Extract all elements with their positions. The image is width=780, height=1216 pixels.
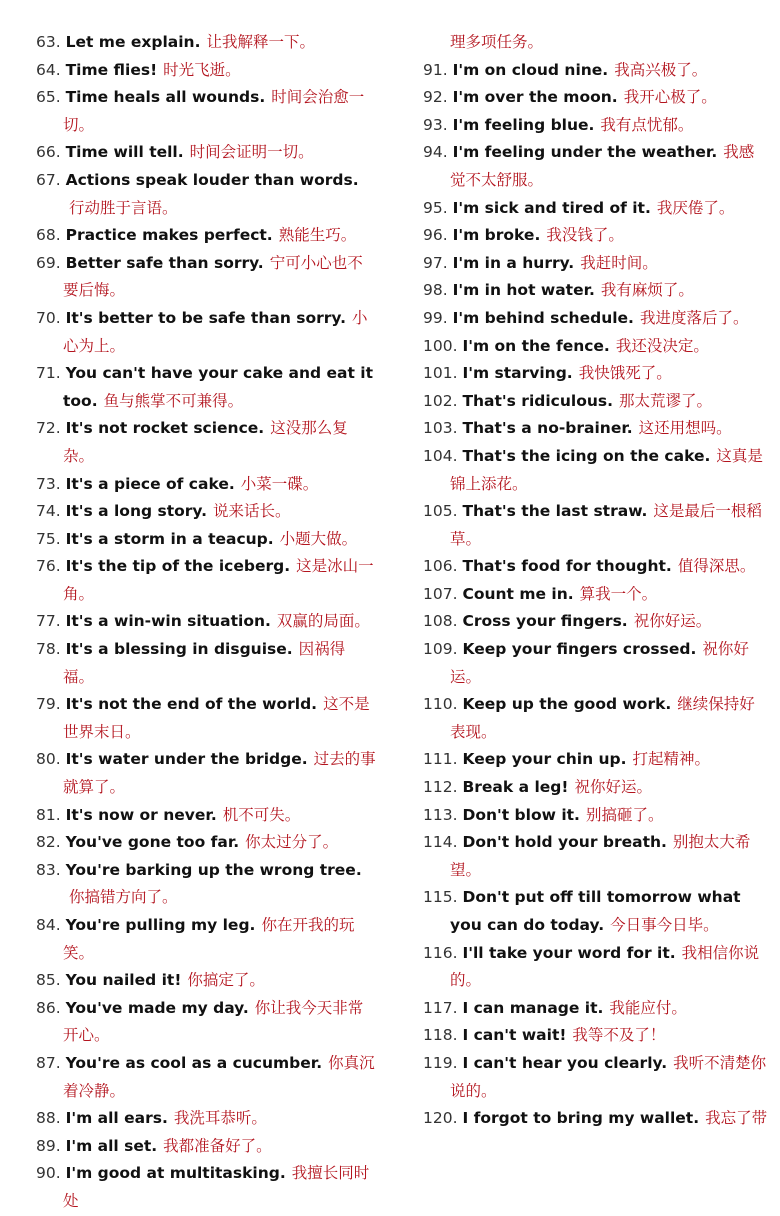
phrase-chinese: 你搞定了。: [187, 971, 265, 990]
left-column: [36, 29, 376, 1216]
phrase-item: [36, 84, 376, 139]
phrase-number: 87.: [36, 1053, 61, 1072]
phrase-number: 113.: [423, 805, 458, 824]
phrase-chinese: 时间会治愈一切。: [63, 88, 365, 134]
phrase-number: 68.: [36, 226, 61, 245]
phrase-item: [423, 84, 768, 112]
phrase-english: I'm in a hurry.: [452, 253, 575, 272]
phrase-chinese: 这是最后一根稻草。: [450, 502, 762, 548]
phrase-english: Actions speak louder than words.: [65, 170, 359, 189]
phrase-number: 72.: [36, 419, 61, 438]
phrase-chinese: 我高兴极了。: [614, 60, 708, 79]
phrase-english: Keep your fingers crossed.: [462, 640, 697, 659]
phrase-number: 110.: [423, 695, 458, 714]
phrase-number: 120.: [423, 1109, 458, 1128]
phrase-chinese: 时光飞逝。: [163, 60, 241, 79]
phrase-chinese: 行动胜于言语。: [69, 198, 178, 217]
phrase-chinese: 机不可失。: [222, 805, 301, 824]
phrase-number: 65.: [36, 88, 61, 107]
phrase-chinese: 我感觉不太舒服。: [450, 143, 755, 189]
phrase-number: 119.: [423, 1053, 458, 1072]
phrase-item: [423, 195, 768, 223]
phrase-number: 117.: [423, 998, 458, 1017]
phrase-number: 66.: [36, 143, 61, 162]
phrase-chinese: 你太过分了。: [245, 833, 339, 852]
phrase-number: 67.: [36, 170, 61, 189]
phrase-chinese: 小菜一碟。: [240, 474, 319, 493]
phrase-number: 69.: [36, 253, 61, 272]
phrase-item: [423, 995, 768, 1023]
phrase-english: Practice makes perfect.: [65, 226, 273, 245]
phrase-chinese: 我都准备好了。: [163, 1136, 272, 1155]
phrase-item: [423, 884, 768, 939]
phrase-number: 112.: [423, 778, 458, 797]
phrase-item: [423, 774, 768, 802]
phrase-item: [423, 691, 768, 746]
phrase-english: I'm broke.: [452, 226, 541, 245]
phrase-english: It's a storm in a teacup.: [65, 529, 274, 548]
phrase-chinese: 这没那么复杂。: [63, 419, 348, 465]
phrase-english: It's a piece of cake.: [65, 474, 235, 493]
phrase-english: It's now or never.: [65, 805, 217, 824]
phrase-number: 105.: [423, 502, 458, 521]
phrase-number: 70.: [36, 308, 61, 327]
phrase-chinese: 因祸得福。: [63, 640, 346, 686]
phrase-item: [36, 802, 376, 830]
phrase-english: It's the tip of the iceberg.: [65, 557, 291, 576]
phrase-chinese: 时间会证明一切。: [189, 143, 314, 162]
phrase-number: 115.: [423, 888, 458, 907]
phrase-english: I'm all ears.: [65, 1109, 168, 1128]
phrase-item: [36, 1050, 376, 1105]
phrase-number: 116.: [423, 943, 458, 962]
phrase-number: 102.: [423, 391, 458, 410]
phrase-chinese: 你搞错方向了。: [69, 888, 178, 907]
phrase-chinese: 别搞砸了。: [585, 805, 664, 824]
phrase-chinese: 我厌倦了。: [656, 198, 735, 217]
phrase-number: 94.: [423, 143, 448, 162]
phrase-item: [423, 112, 768, 140]
phrase-item: [36, 1160, 376, 1215]
phrase-number: 86.: [36, 998, 61, 1017]
phrase-item: [36, 167, 376, 222]
phrase-number: 76.: [36, 557, 61, 576]
phrase-chinese: 鱼与熊掌不可兼得。: [103, 391, 244, 410]
phrase-item: [423, 388, 768, 416]
phrase-chinese: 继续保持好表现。: [450, 695, 755, 741]
phrase-english: Don't put off till tomorrow what you can do today.: [450, 888, 741, 934]
phrase-number: 77.: [36, 612, 61, 631]
phrase-chinese: 我擅长同时处: [63, 1164, 370, 1210]
phrase-number: 83.: [36, 860, 61, 879]
phrase-number: 111.: [423, 750, 458, 769]
phrase-english: That's a no-brainer.: [462, 419, 633, 438]
phrase-number: 100.: [423, 336, 458, 355]
phrase-number: 82.: [36, 833, 61, 852]
phrase-english: You've made my day.: [65, 998, 249, 1017]
phrase-number: 107.: [423, 584, 458, 603]
phrase-item: [36, 360, 376, 415]
phrase-number: 109.: [423, 640, 458, 659]
phrase-english: Better safe than sorry.: [65, 253, 264, 272]
phrase-english: That's the last straw.: [462, 502, 648, 521]
phrase-item: [36, 636, 376, 691]
phrase-chinese: 我等不及了！: [572, 1026, 666, 1045]
phrase-chinese: 算我一个。: [579, 584, 658, 603]
phrase-english: That's food for thought.: [462, 557, 672, 576]
phrase-chinese: 祝你好运。: [633, 612, 712, 631]
phrase-number: 106.: [423, 557, 458, 576]
phrase-english: I can manage it.: [462, 998, 604, 1017]
phrase-english: You're pulling my leg.: [65, 916, 256, 934]
phrase-item: [36, 967, 376, 995]
phrase-chinese: 双赢的局面。: [276, 612, 370, 631]
phrase-english: Keep up the good work.: [462, 695, 672, 714]
phrase-item: [423, 139, 768, 194]
phrase-item: [36, 608, 376, 636]
phrase-chinese: 我能应付。: [609, 998, 687, 1017]
phrase-item: [423, 746, 768, 774]
phrase-english: You're barking up the wrong tree.: [65, 860, 362, 879]
phrase-item: [423, 222, 768, 250]
phrase-chinese: 你让我今天非常开心。: [63, 998, 364, 1045]
phrase-english: You've gone too far.: [65, 833, 240, 852]
phrase-chinese: 我开心极了。: [623, 88, 717, 107]
phrase-english: That's the icing on the cake.: [462, 446, 711, 465]
phrase-chinese: 打起精神。: [632, 750, 711, 769]
phrase-number: 84.: [36, 916, 61, 934]
phrase-number: 79.: [36, 695, 61, 714]
phrase-item: [423, 1050, 768, 1105]
phrase-item: [423, 305, 768, 333]
phrase-item: [423, 829, 768, 884]
phrase-item: [36, 691, 376, 746]
phrase-chinese: 我还没决定。: [615, 336, 709, 355]
phrase-english: I forgot to bring my wallet.: [462, 1109, 700, 1128]
phrase-item: [36, 415, 376, 470]
phrase-english: It's not rocket science.: [65, 419, 265, 438]
phrase-number: 89.: [36, 1136, 61, 1155]
phrase-english: That's ridiculous.: [462, 391, 613, 410]
phrase-chinese: 宁可小心也不要后悔。: [63, 253, 363, 300]
phrase-number: 99.: [423, 308, 448, 327]
continuation-text: 理多项任务。: [450, 33, 544, 51]
phrase-english: I'm behind schedule.: [452, 308, 634, 327]
phrase-english: You can't have your cake and eat it too.: [63, 364, 373, 410]
phrase-item: [423, 802, 768, 830]
phrase-english: I'm on cloud nine.: [452, 60, 609, 79]
phrase-english: I'm on the fence.: [462, 336, 610, 355]
phrase-number: 95.: [423, 198, 448, 217]
phrase-item: [36, 746, 376, 801]
phrase-english: I'm starving.: [462, 364, 573, 383]
phrase-english: I'm all set.: [65, 1136, 158, 1155]
phrase-chinese: 今日事今日毕。: [610, 916, 719, 934]
phrase-chinese: 这还用想吗。: [638, 419, 732, 438]
phrase-chinese: 祝你好运。: [574, 778, 652, 797]
phrase-item: [36, 29, 376, 57]
phrase-number: 108.: [423, 612, 458, 631]
phrase-number: 85.: [36, 971, 61, 990]
phrase-chinese: 这是冰山一角。: [63, 557, 374, 603]
phrase-english: Don't hold your breath.: [462, 833, 667, 852]
phrase-english: Time flies!: [65, 60, 158, 79]
phrase-number: 90.: [36, 1164, 61, 1183]
phrase-chinese: 你在开我的玩笑。: [63, 916, 355, 962]
phrase-item: [36, 471, 376, 499]
phrase-chinese: 我洗耳恭听。: [173, 1109, 267, 1128]
phrase-english: Time will tell.: [65, 143, 184, 162]
phrase-number: 63.: [36, 33, 61, 51]
phrase-english: I'm good at multitasking.: [65, 1164, 286, 1183]
phrase-item: [423, 415, 768, 443]
phrase-english: It's a long story.: [65, 502, 207, 521]
phrase-chinese: 我有麻烦了。: [600, 281, 694, 300]
phrase-english: It's water under the bridge.: [65, 750, 308, 769]
phrase-number: 81.: [36, 805, 61, 824]
phrase-list-left: [36, 29, 376, 1216]
phrase-english: Count me in.: [462, 584, 574, 603]
phrase-item: [423, 940, 768, 995]
phrase-item: [36, 526, 376, 554]
phrase-chinese: 我赶时间。: [580, 253, 658, 272]
phrase-chinese: 我没钱了。: [546, 226, 624, 245]
phrase-chinese: 我进度落后了。: [639, 308, 749, 327]
phrase-item: [36, 139, 376, 167]
phrase-item: [423, 360, 768, 388]
phrase-item: [423, 553, 768, 581]
phrase-chinese: 我相信你说的。: [450, 943, 760, 990]
phrase-chinese: 小题大做。: [279, 529, 358, 548]
phrase-number: 93.: [423, 115, 448, 134]
phrase-chinese: 我快饿死了。: [578, 364, 672, 383]
phrase-english: It's a win-win situation.: [65, 612, 271, 631]
phrase-item: [423, 581, 768, 609]
phrase-chinese: 那太荒谬了。: [619, 391, 713, 410]
phrase-english: You're as cool as a cucumber.: [65, 1053, 323, 1072]
phrase-chinese: 祝你好运。: [450, 640, 749, 686]
phrase-item: [423, 498, 768, 553]
phrase-number: 80.: [36, 750, 61, 769]
phrase-english: I'll take your word for it.: [462, 943, 676, 962]
phrase-item: [423, 250, 768, 278]
phrase-number: 101.: [423, 364, 458, 383]
phrase-item: [423, 636, 768, 691]
phrase-number: 118.: [423, 1026, 458, 1045]
phrase-item: [36, 553, 376, 608]
phrase-list-right: [423, 57, 768, 1133]
phrase-number: 92.: [423, 88, 448, 107]
phrase-item: [36, 250, 376, 305]
phrase-chinese: 别抱太大希望。: [450, 833, 751, 879]
phrase-number: 73.: [36, 474, 61, 493]
phrase-item: [36, 857, 376, 912]
phrase-chinese: 我忘了带: [705, 1109, 768, 1128]
phrase-number: 91.: [423, 60, 448, 79]
phrase-chinese: 这不是世界末日。: [63, 695, 370, 741]
phrase-item: [423, 277, 768, 305]
phrase-english: I'm feeling blue.: [452, 115, 595, 134]
phrase-item: [36, 912, 376, 967]
phrase-number: 71.: [36, 364, 61, 383]
phrase-number: 88.: [36, 1109, 61, 1128]
phrase-english: I can't wait!: [462, 1026, 567, 1045]
phrase-english: Cross your fingers.: [462, 612, 628, 631]
phrase-number: 64.: [36, 60, 61, 79]
phrase-item: [36, 222, 376, 250]
phrase-english: You nailed it!: [65, 971, 182, 990]
phrase-chinese: 熟能生巧。: [278, 226, 357, 245]
phrase-english: I'm over the moon.: [452, 88, 618, 107]
phrase-chinese: 这真是锦上添花。: [450, 446, 763, 493]
phrase-chinese: 让我解释一下。: [206, 33, 315, 51]
phrase-chinese: 过去的事就算了。: [63, 750, 376, 797]
phrase-item: [36, 829, 376, 857]
phrase-english: I can't hear you clearly.: [462, 1053, 668, 1072]
phrase-item: [36, 995, 376, 1050]
phrase-item: [423, 1105, 768, 1133]
phrase-number: 97.: [423, 253, 448, 272]
right-column: [423, 29, 768, 1133]
phrase-number: 114.: [423, 833, 458, 852]
phrase-chinese: 我听不清楚你说的。: [450, 1053, 767, 1100]
phrase-english: I'm feeling under the weather.: [452, 143, 718, 162]
phrase-number: 104.: [423, 446, 458, 465]
phrase-chinese: 我有点忧郁。: [600, 115, 694, 134]
phrase-english: Break a leg!: [462, 778, 569, 797]
phrase-item: [423, 443, 768, 498]
phrase-number: 96.: [423, 226, 448, 245]
phrase-english: I'm in hot water.: [452, 281, 595, 300]
phrase-english: Don't blow it.: [462, 805, 580, 824]
phrase-english: I'm sick and tired of it.: [452, 198, 651, 217]
phrase-chinese: 值得深思。: [677, 557, 756, 576]
phrase-english: It's not the end of the world.: [65, 695, 318, 714]
phrase-english: Keep your chin up.: [462, 750, 627, 769]
phrase-number: 98.: [423, 281, 448, 300]
phrase-item: [36, 305, 376, 360]
phrase-chinese: 小心为上。: [63, 308, 368, 355]
phrase-item: [36, 57, 376, 85]
phrase-number: 103.: [423, 419, 458, 438]
phrase-english: Let me explain.: [65, 33, 201, 51]
phrase-english: Time heals all wounds.: [65, 88, 266, 107]
phrase-chinese: 说来话长。: [212, 502, 291, 521]
phrase-number: 74.: [36, 502, 61, 521]
phrase-number: 78.: [36, 640, 61, 659]
phrase-item: [36, 498, 376, 526]
phrase-item: [423, 333, 768, 361]
phrase-english: It's better to be safe than sorry.: [65, 308, 346, 327]
phrase-chinese: 你真沉着冷静。: [63, 1053, 375, 1100]
phrase-item: [36, 1133, 376, 1161]
phrase-item: [423, 608, 768, 636]
phrase-number: 75.: [36, 529, 61, 548]
phrase-english: It's a blessing in disguise.: [65, 640, 293, 659]
phrase-item: [423, 57, 768, 85]
phrase-item: [36, 1105, 376, 1133]
